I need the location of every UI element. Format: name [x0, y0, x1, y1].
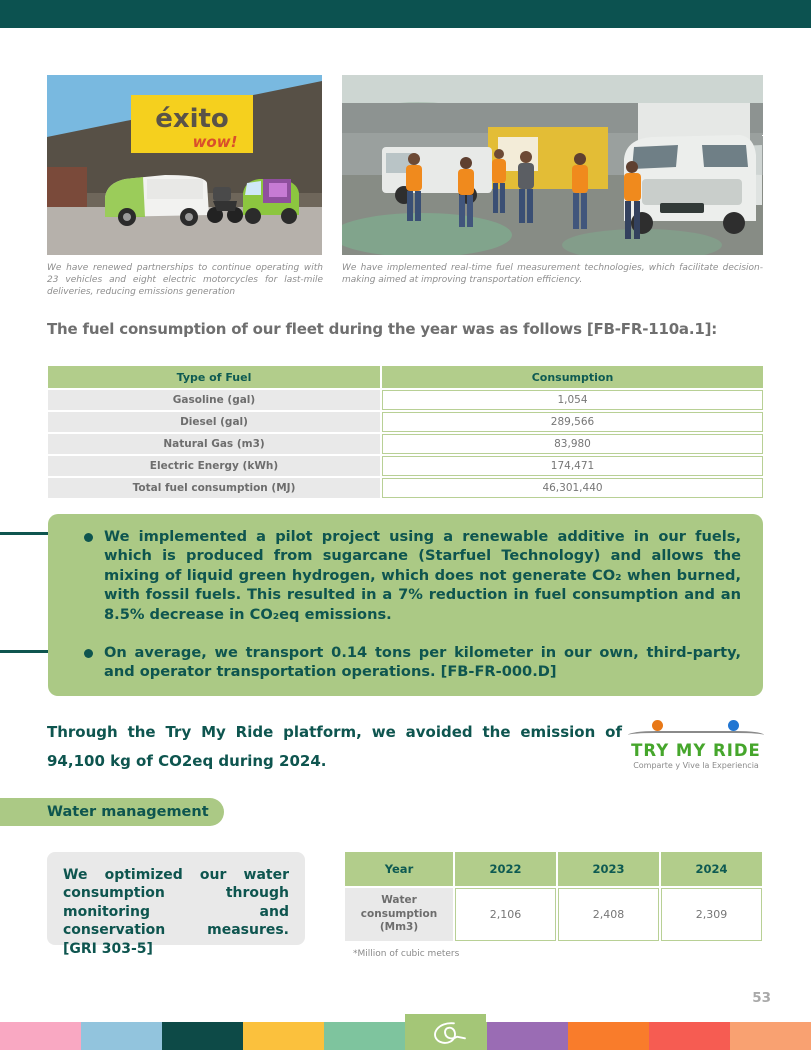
blue-dot-icon [728, 720, 739, 731]
fuel-type-cell: Gasoline (gal) [48, 390, 380, 410]
fuel-table-header-consumption: Consumption [382, 366, 763, 388]
fuel-value-cell: 174,471 [382, 456, 763, 476]
stripe-segment-lightblue [81, 1022, 162, 1050]
fuel-type-cell: Electric Energy (kWh) [48, 456, 380, 476]
try-my-ride-paragraph: Through the Try My Ride platform, we avoided the emission of 94,100 kg of CO2eq during 2024. [47, 723, 622, 771]
table-row [48, 390, 763, 410]
photo-exito-store [47, 75, 322, 255]
highlight-bullet-2: On average, we transport 0.14 tons per kilometer in our own, third-party, and operator transportation operations. [FB-FR-000.D] [104, 644, 741, 681]
fuel-type-cell: Diesel (gal) [48, 412, 380, 432]
try-my-ride-logo-title: TRY MY RIDE [631, 741, 761, 760]
bullet-dot-icon [84, 533, 93, 542]
water-value-2024: 2,309 [661, 888, 762, 941]
water-value-2022: 2,106 [455, 888, 556, 941]
big-white-truck [624, 103, 756, 234]
page-number: 53 [752, 990, 771, 1006]
water-header-year: Year [345, 852, 453, 886]
stripe-segment-yellow [243, 1022, 324, 1050]
logo-dots [628, 718, 764, 736]
water-table-footnote: *Million of cubic meters [353, 949, 460, 959]
fuel-table-header-type: Type of Fuel [48, 366, 380, 388]
table-row [48, 478, 763, 498]
stripe-segment-orange [568, 1022, 649, 1050]
side-structure [47, 167, 87, 207]
fuel-value-cell: 46,301,440 [382, 478, 763, 498]
top-teal-bar [0, 0, 811, 28]
highlights-box [48, 514, 763, 696]
stripe-segment-pink [0, 1022, 81, 1050]
photo-caption-right: We have implemented real-time fuel measurement technologies, which facilitate decision-making aimed at improving transportation efficiency. [342, 263, 763, 286]
photo-caption-left: We have renewed partnerships to continue operating with 23 vehicles and eight electric motorcycles for last-mile deliveries, reducing emissions generation [47, 263, 323, 298]
fuel-type-cell: Total fuel consumption (MJ) [48, 478, 380, 498]
fuel-value-cell: 83,980 [382, 434, 763, 454]
stripe-segment-sage [324, 1022, 405, 1050]
leaf-logo-icon [422, 1017, 470, 1047]
water-management-section-title: Water management [0, 798, 224, 826]
list-item [82, 527, 741, 624]
exito-sign-sub-text: wow! [192, 133, 238, 151]
highlight-bullet-1: We implemented a pilot project using a renewable additive in our fuels, which is produced from sugarcane (Starfuel Technology) and allows the mixing of liquid green hydrogen, which does not generate CO₂ when burned, with fossil fuels. This resulted in a 7% reduction in fuel consumption and an 8.5% decrease in CO₂eq emissions. [104, 528, 741, 623]
fuel-consumption-table [48, 366, 763, 500]
table-row [48, 434, 763, 454]
water-consumption-table [345, 852, 765, 941]
fuel-section-heading: The fuel consumption of our fleet during the year was as follows [FB-FR-110a.1]: [47, 320, 718, 338]
water-header-2024: 2024 [661, 852, 762, 886]
stripe-segment-purple [487, 1022, 568, 1050]
fuel-value-cell: 1,054 [382, 390, 763, 410]
stripe-segment-darkteal [162, 1022, 243, 1050]
fuel-value-cell: 289,566 [382, 412, 763, 432]
water-value-2023: 2,408 [558, 888, 659, 941]
stripe-segment-salmon [730, 1022, 811, 1050]
stripe-segment-red [649, 1022, 730, 1050]
footer-logo-block [405, 1014, 486, 1050]
fuel-table-header-row [48, 366, 763, 388]
table-row [48, 412, 763, 432]
table-row [345, 888, 765, 941]
orange-dot-icon [652, 720, 663, 731]
list-item [82, 643, 741, 682]
table-row [48, 456, 763, 476]
photo-fleet-team [342, 75, 763, 255]
exito-sign-text: éxito [155, 104, 229, 134]
road-curve-icon [628, 731, 764, 739]
water-callout-box: We optimized our water consumption through monitoring and conservation measures. [GRI 303-5] [47, 852, 305, 945]
water-header-2022: 2022 [455, 852, 556, 886]
water-row-label: Water consumption (Mm3) [345, 888, 453, 941]
try-my-ride-logo-tagline: Comparte y Vive la Experiencia [633, 761, 759, 770]
bullet-dot-icon [84, 649, 93, 658]
fuel-type-cell: Natural Gas (m3) [48, 434, 380, 454]
try-my-ride-logo [628, 718, 764, 776]
water-table-header-row [345, 852, 765, 886]
water-header-2023: 2023 [558, 852, 659, 886]
